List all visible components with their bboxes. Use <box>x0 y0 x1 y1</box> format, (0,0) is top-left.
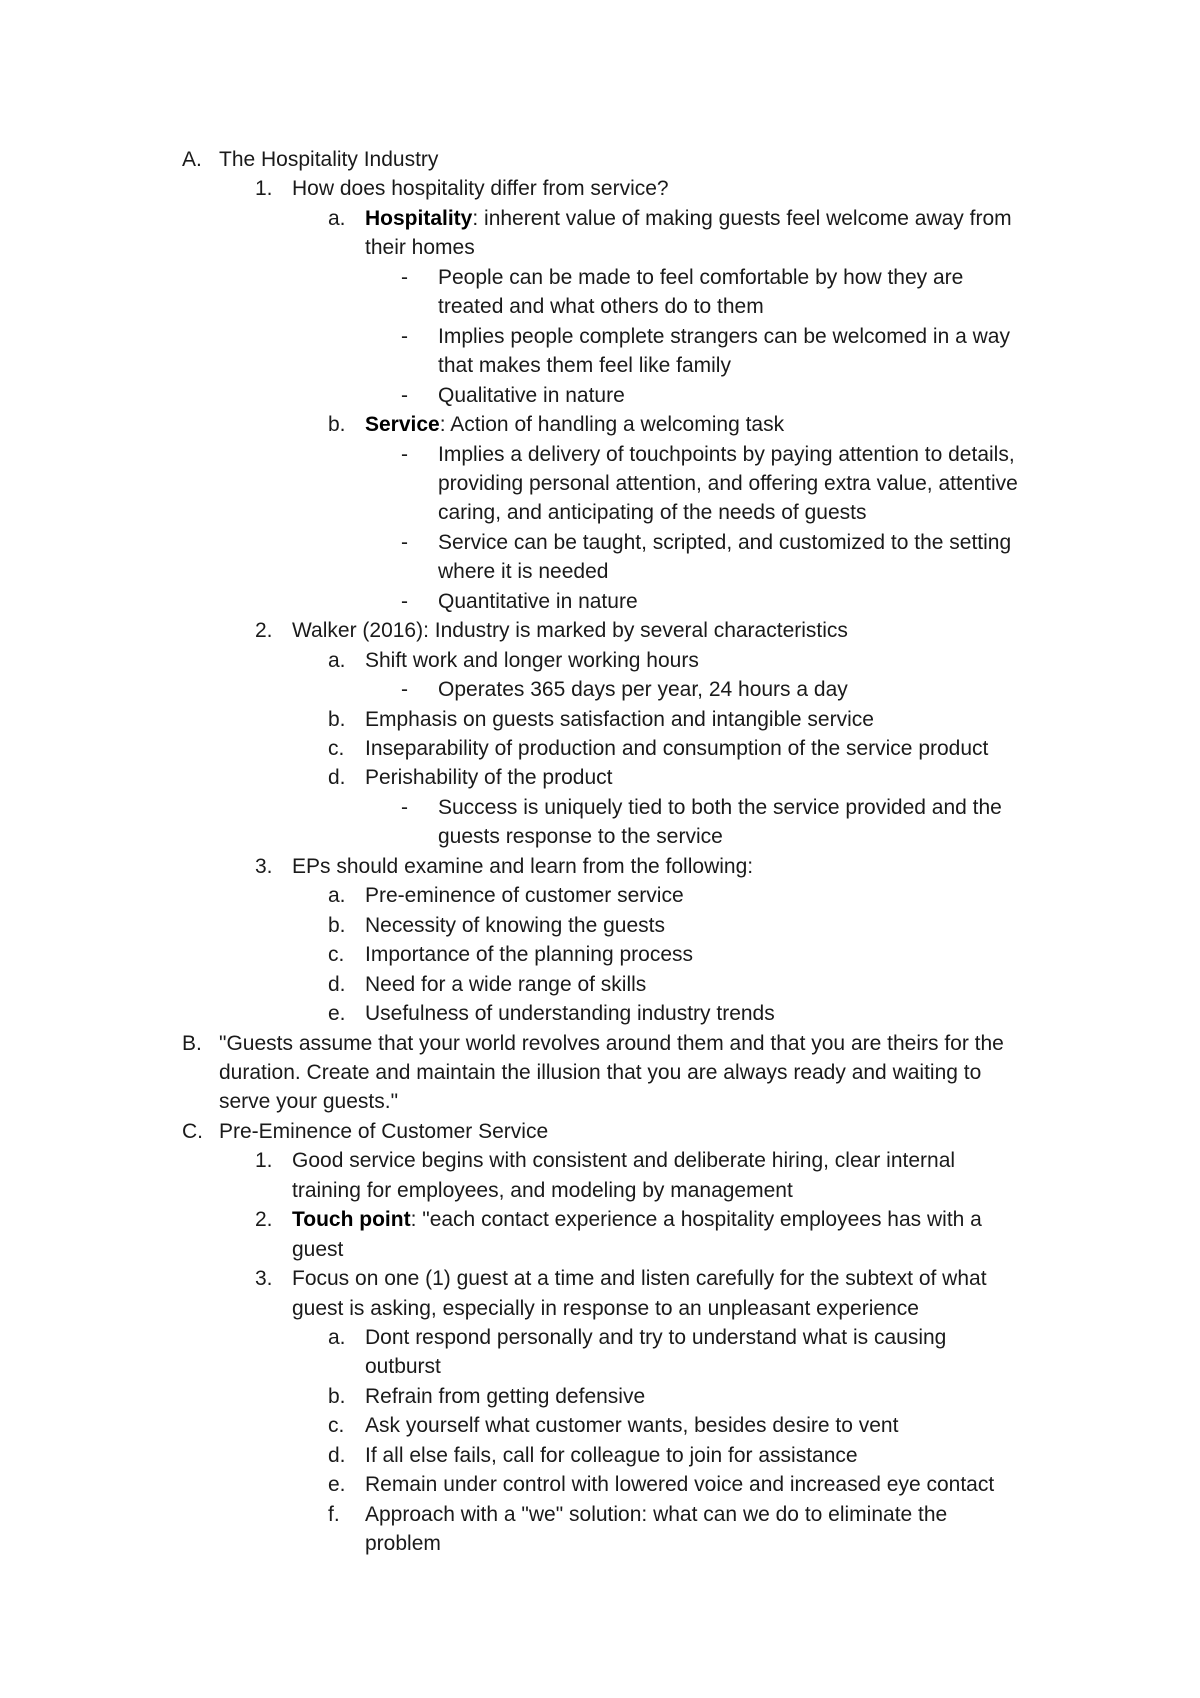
text-line <box>292 1235 343 1264</box>
text-run: Pre-Eminence of Customer Service <box>219 1120 549 1143</box>
text-run: guest is asking, especially in response to an unpleasant experience <box>292 1297 919 1320</box>
list-marker: 2. <box>255 1208 273 1231</box>
text-line <box>438 469 1018 498</box>
list-marker: - <box>401 325 408 348</box>
text-line <box>365 1470 994 1499</box>
list-marker: - <box>401 266 408 289</box>
text-line <box>438 822 723 851</box>
text-run: their homes <box>365 236 475 259</box>
text-run: Operates 365 days per year, 24 hours a day <box>438 678 848 701</box>
list-marker: b. <box>328 708 346 731</box>
text-line <box>292 1205 982 1234</box>
text-line <box>365 1500 947 1529</box>
text-run: "Guests assume that your world revolves around them and that you are theirs for the <box>219 1032 1004 1055</box>
text-run: Implies a delivery of touchpoints by paying attention to details, <box>438 443 1015 466</box>
text-run: The Hospitality Industry <box>219 148 439 171</box>
list-marker: C. <box>182 1120 203 1143</box>
text-run: Focus on one (1) guest at a time and listen carefully for the subtext of what <box>292 1267 987 1290</box>
text-line <box>438 793 1002 822</box>
text-run: Qualitative in nature <box>438 384 625 407</box>
list-marker: - <box>401 590 408 613</box>
text-line <box>219 1117 548 1146</box>
text-line <box>365 734 988 763</box>
text-line <box>219 1058 981 1087</box>
list-marker: - <box>401 384 408 407</box>
text-line <box>438 322 1010 351</box>
text-line <box>365 410 784 439</box>
text-run: : inherent value of making guests feel welcome away from <box>472 207 1012 230</box>
text-line <box>365 1441 858 1470</box>
text-run: Success is uniquely tied to both the service provided and the <box>438 796 1002 819</box>
text-line <box>219 1029 1004 1058</box>
text-run: training for employees, and modeling by management <box>292 1179 793 1202</box>
list-marker: - <box>401 796 408 819</box>
text-run: How does hospitality differ from service? <box>292 177 669 200</box>
text-line <box>438 381 625 410</box>
text-line <box>438 440 1015 469</box>
list-marker: - <box>401 443 408 466</box>
text-line <box>292 616 848 645</box>
text-line <box>365 940 693 969</box>
list-marker: b. <box>328 914 346 937</box>
text-line <box>365 999 775 1028</box>
text-run: Dont respond personally and try to understand what is causing <box>365 1326 947 1349</box>
list-marker: c. <box>328 943 345 966</box>
text-line <box>438 498 866 527</box>
text-line <box>292 852 753 881</box>
text-line <box>219 1087 398 1116</box>
list-marker: e. <box>328 1002 346 1025</box>
text-line <box>438 675 848 704</box>
text-run: Approach with a "we" solution: what can we do to eliminate the <box>365 1503 948 1526</box>
text-line <box>438 557 608 586</box>
text-line <box>365 1382 645 1411</box>
text-run: Implies people complete strangers can be welcomed in a way <box>438 325 1010 348</box>
text-line <box>219 145 438 174</box>
text-run: EPs should examine and learn from the following: <box>292 855 754 878</box>
list-marker: 3. <box>255 855 273 878</box>
text-run: Service can be taught, scripted, and customized to the setting <box>438 531 1012 554</box>
text-run: where it is needed <box>438 560 609 583</box>
text-run: problem <box>365 1532 441 1555</box>
text-run: Good service begins with consistent and deliberate hiring, clear internal <box>292 1149 956 1172</box>
text-run: Ask yourself what customer wants, besides desire to vent <box>365 1414 899 1437</box>
text-run: Quantitative in nature <box>438 590 638 613</box>
text-line <box>365 646 699 675</box>
text-run: Importance of the planning process <box>365 943 694 966</box>
bold-term: Hospitality <box>365 207 473 230</box>
text-run: Perishability of the product <box>365 766 613 789</box>
text-line <box>365 1529 441 1558</box>
text-run: Walker (2016): Industry is marked by several characteristics <box>292 619 848 642</box>
list-marker: b. <box>328 413 346 436</box>
text-line <box>438 587 638 616</box>
list-marker: e. <box>328 1473 346 1496</box>
list-marker: 2. <box>255 619 273 642</box>
text-line <box>365 970 646 999</box>
text-line <box>292 174 669 203</box>
bold-term: Touch point <box>292 1208 411 1231</box>
text-line <box>292 1176 793 1205</box>
text-run: : "each contact experience a hospitality employees has with a <box>410 1208 982 1231</box>
text-run: : Action of handling a welcoming task <box>439 413 785 436</box>
text-run: guests response to the service <box>438 825 723 848</box>
list-marker: 1. <box>255 1149 273 1172</box>
text-run: Refrain from getting defensive <box>365 1385 646 1408</box>
text-line <box>438 351 731 380</box>
list-marker: a. <box>328 884 346 907</box>
text-line <box>365 911 665 940</box>
list-marker: d. <box>328 766 346 789</box>
list-marker: - <box>401 678 408 701</box>
text-run: Pre-eminence of customer service <box>365 884 684 907</box>
list-marker: f. <box>328 1503 340 1526</box>
list-marker: c. <box>328 1414 345 1437</box>
text-run: that makes them feel like family <box>438 354 731 377</box>
text-line <box>365 705 874 734</box>
text-run: outburst <box>365 1355 441 1378</box>
text-run: If all else fails, call for colleague to join for assistance <box>365 1444 858 1467</box>
list-marker: a. <box>328 649 346 672</box>
list-marker: B. <box>182 1032 202 1055</box>
text-run: treated and what others do to them <box>438 295 764 318</box>
list-marker: a. <box>328 207 346 230</box>
list-marker: 3. <box>255 1267 273 1290</box>
text-run: Shift work and longer working hours <box>365 649 699 672</box>
bold-term: Service <box>365 413 440 436</box>
text-run: guest <box>292 1238 344 1261</box>
text-run: People can be made to feel comfortable by how they are <box>438 266 964 289</box>
text-run: Remain under control with lowered voice and increased eye contact <box>365 1473 995 1496</box>
list-marker: a. <box>328 1326 346 1349</box>
list-marker: d. <box>328 1444 346 1467</box>
text-line <box>365 881 684 910</box>
text-line <box>365 1352 441 1381</box>
text-run: caring, and anticipating of the needs of guests <box>438 501 867 524</box>
text-line <box>365 233 475 262</box>
text-line <box>292 1294 919 1323</box>
text-line <box>365 1323 946 1352</box>
text-run: providing personal attention, and offering extra value, attentive <box>438 472 1018 495</box>
text-run: Need for a wide range of skills <box>365 973 647 996</box>
text-run: duration. Create and maintain the illusion that you are always ready and waiting to <box>219 1061 982 1084</box>
list-marker: d. <box>328 973 346 996</box>
text-line <box>438 528 1011 557</box>
text-line <box>292 1146 955 1175</box>
text-line <box>365 763 612 792</box>
list-marker: c. <box>328 737 345 760</box>
list-marker: - <box>401 531 408 554</box>
list-marker: 1. <box>255 177 273 200</box>
list-marker: A. <box>182 148 202 171</box>
list-marker: b. <box>328 1385 346 1408</box>
text-run: Inseparability of production and consumption of the service product <box>365 737 989 760</box>
text-line <box>438 292 764 321</box>
text-line <box>438 263 963 292</box>
text-run: Emphasis on guests satisfaction and intangible service <box>365 708 874 731</box>
text-line <box>292 1264 987 1293</box>
text-run: Usefulness of understanding industry trends <box>365 1002 775 1025</box>
text-run: Necessity of knowing the guests <box>365 914 665 937</box>
text-line <box>365 1411 898 1440</box>
text-run: serve your guests." <box>219 1090 399 1113</box>
text-line <box>365 204 1012 233</box>
